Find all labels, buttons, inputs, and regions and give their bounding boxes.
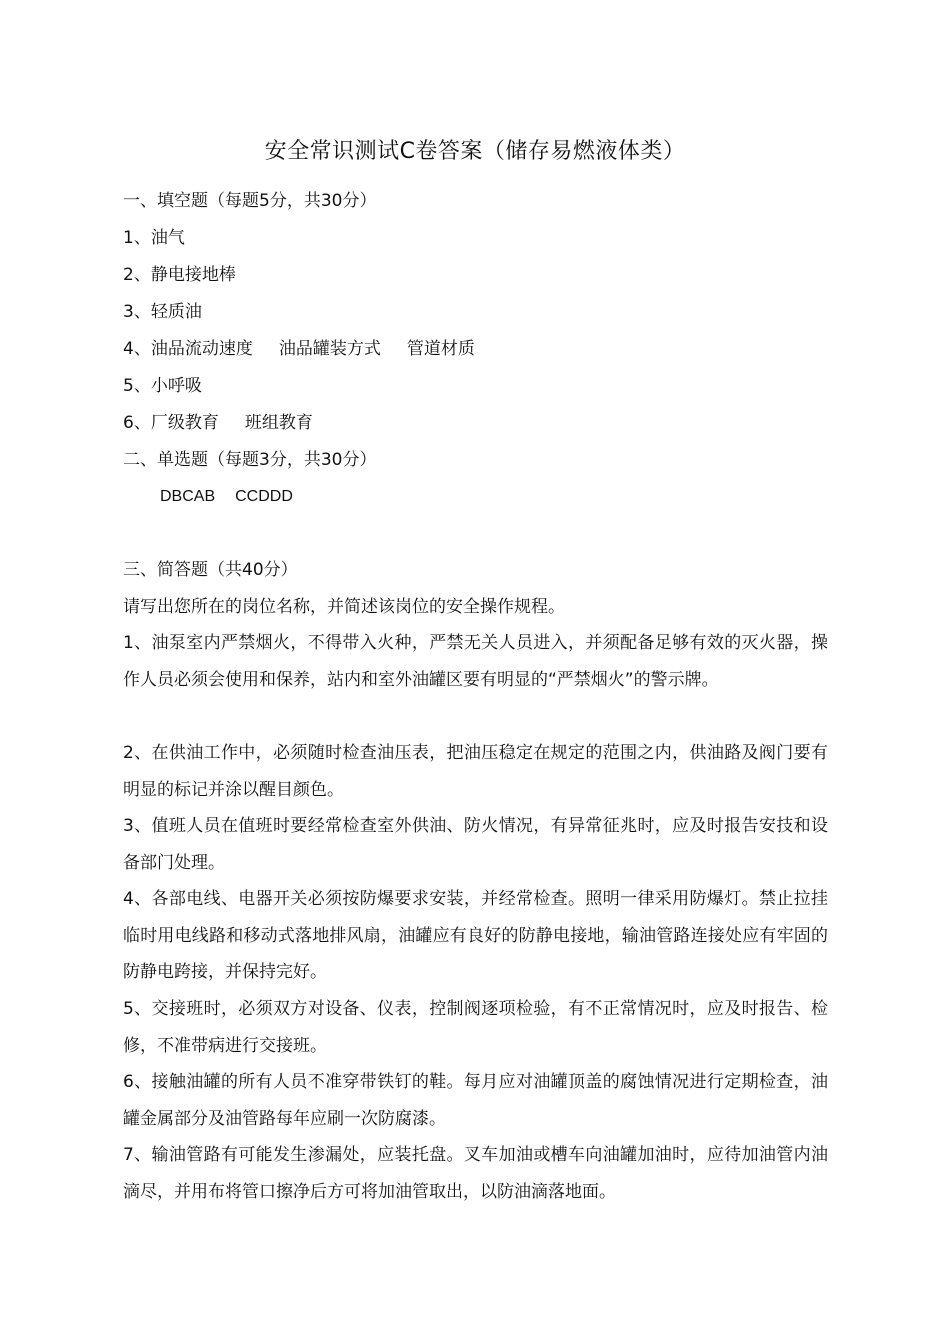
fill-answer-6 xyxy=(123,411,313,435)
rule-paragraph-1: 1、油泵室内严禁烟火，不得带入火种，严禁无关人员进入，并须配备足够有效的灭火器，操作人员必须会使用和保养，站内和室外油罐区要有明显的“严禁烟火”的警示牌。 xyxy=(123,633,828,690)
fill-answer-3: 3、轻质油 xyxy=(123,302,202,322)
choice-answers-group1: DBCAB xyxy=(160,488,216,505)
section1-heading: 一、填空题（每题5分，共30分） xyxy=(123,191,377,211)
fill-answer-4-part2: 油品罐装方式 xyxy=(278,339,381,359)
fill-answer-6-part1: 6、厂级教育 xyxy=(123,413,219,433)
fill-answer-4 xyxy=(123,337,475,361)
rule-paragraph-3: 3、值班人员在值班时要经常检查室外供油、防火情况，有异常征兆时，应及时报告安技和设备部门处理。 xyxy=(123,816,828,873)
fill-answer-4-part3: 管道材质 xyxy=(406,339,475,359)
section3-heading: 三、简答题（共40分） xyxy=(123,560,298,580)
section3-prompt: 请写出您所在的岗位名称，并简述该岗位的安全操作规程。 xyxy=(123,597,565,617)
fill-answer-5: 5、小呼吸 xyxy=(123,376,202,396)
section2-heading: 二、单选题（每题3分，共30分） xyxy=(123,450,377,470)
choice-answers xyxy=(160,485,293,509)
rule-paragraph-2: 2、在供油工作中，必须随时检查油压表，把油压稳定在规定的范围之内，供油路及阀门要有明显的标记并涂以醒目颜色。 xyxy=(123,743,828,800)
rule-paragraph-4: 4、各部电线、电器开关必须按防爆要求安装，并经常检查。照明一律采用防爆灯。禁止拉挂临时用电线路和移动式落地排风扇，油罐应有良好的防静电接地，输油管路连接处应有牢固的防静电跨接，并保持完好。 xyxy=(123,889,828,982)
rule-paragraph-7: 7、输油管路有可能发生渗漏处，应装托盘。叉车加油或槽车向油罐加油时，应待加油管内油滴尽，并用布将管口擦净后方可将加油管取出，以防油滴落地面。 xyxy=(123,1145,828,1202)
fill-answer-2: 2、静电接地棒 xyxy=(123,265,236,285)
choice-answers-group2: CCDDD xyxy=(235,488,293,505)
fill-answer-1: 1、油气 xyxy=(123,228,185,248)
document-title: 安全常识测试C卷答案（储存易燃液体类） xyxy=(264,139,686,164)
fill-answer-6-part2: 班组教育 xyxy=(244,413,313,433)
fill-answer-4-part1: 4、油品流动速度 xyxy=(123,339,253,359)
rule-paragraph-5: 5、交接班时，必须双方对设备、仪表，控制阀逐项检验，有不正常情况时，应及时报告、检修，不准带病进行交接班。 xyxy=(123,999,828,1056)
rule-paragraph-6: 6、接触油罐的所有人员不准穿带铁钉的鞋。每月应对油罐顶盖的腐蚀情况进行定期检查，油罐金属部分及油管路每年应刷一次防腐漆。 xyxy=(123,1072,828,1129)
